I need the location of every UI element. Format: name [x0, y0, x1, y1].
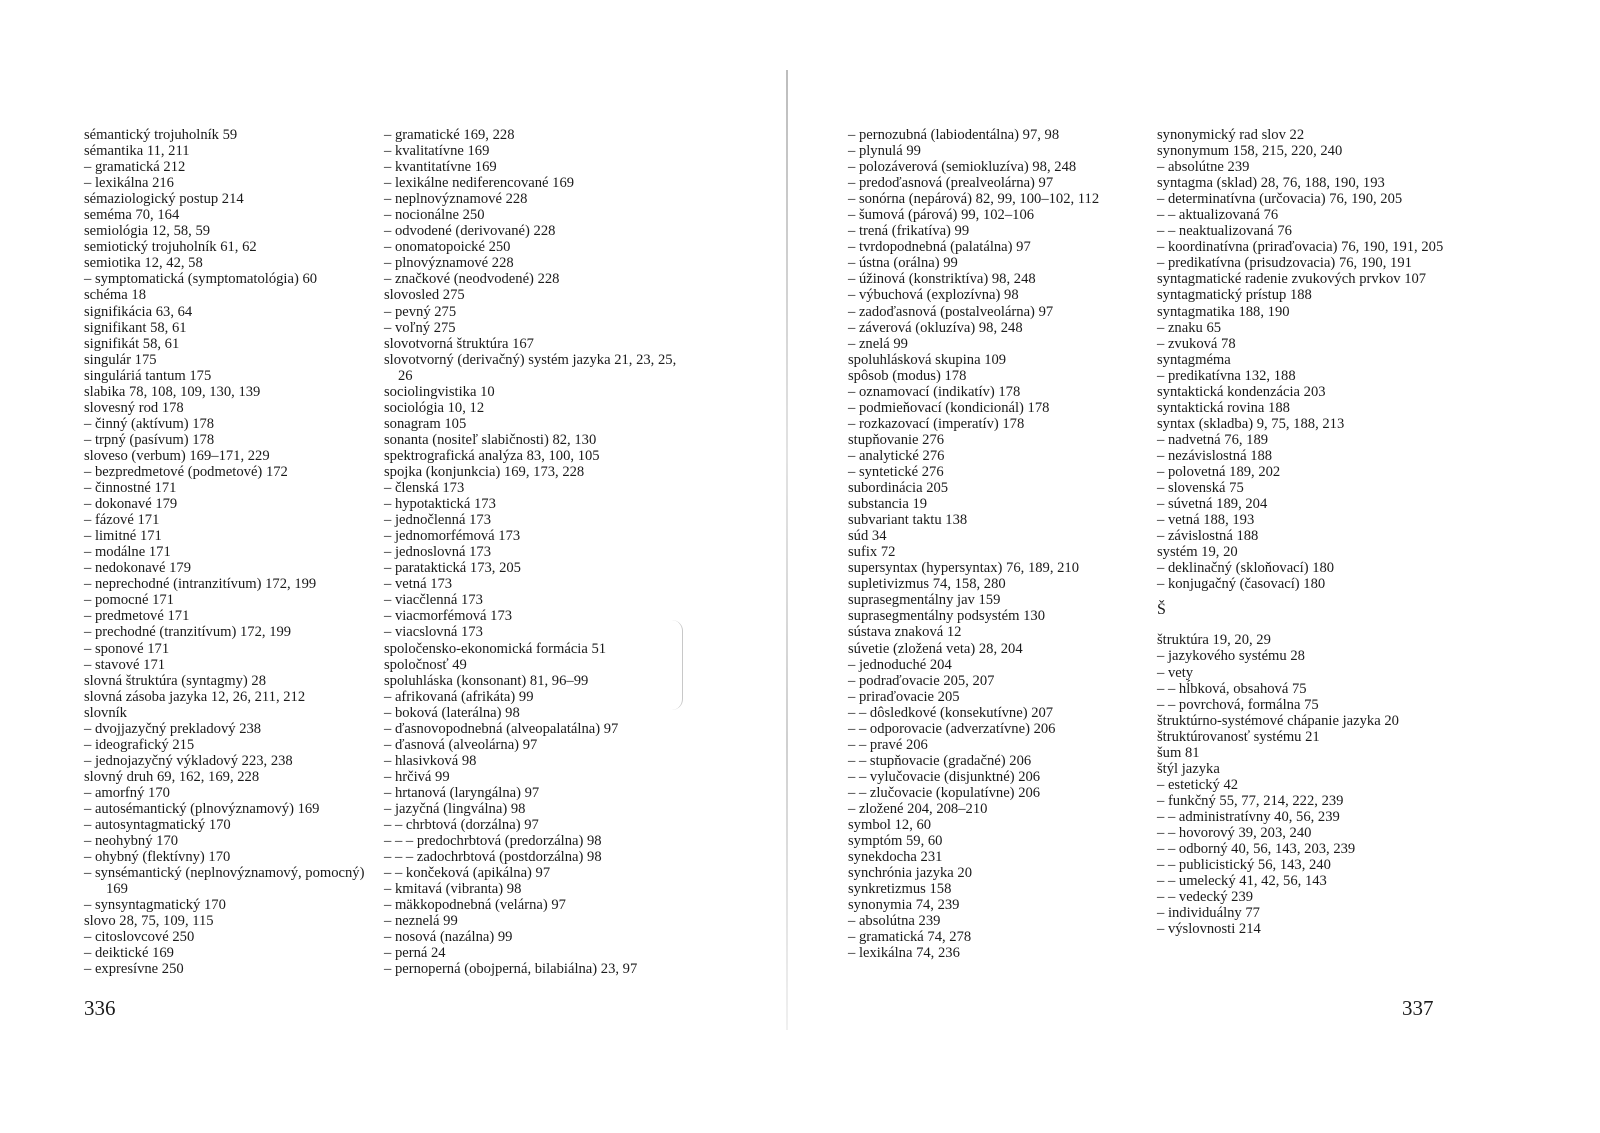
- index-entry: slovotvorná štruktúra 167: [384, 335, 534, 352]
- index-entry: synonymum 158, 215, 220, 240: [1157, 143, 1343, 160]
- index-entry: singuláriá tantum 175: [84, 367, 212, 384]
- index-column-4: [1157, 127, 1457, 937]
- index-entry: synonymický rad slov 22: [1157, 127, 1305, 143]
- index-entry: – gramatická 74, 278: [848, 929, 972, 946]
- index-entry: semiotika 12, 42, 58: [84, 255, 203, 272]
- index-entry: – – odporovacie (adverzatívne) 206: [848, 720, 1056, 737]
- index-entry: – činný (aktívum) 178: [84, 415, 215, 432]
- index-entry: – dvojjazyčný prekladový 238: [84, 720, 262, 737]
- index-entry: sloveso (verbum) 169–171, 229: [84, 447, 270, 464]
- index-entry: – synsyntagmatický 170: [84, 897, 226, 914]
- index-entry: – pomocné 171: [84, 592, 174, 609]
- index-entry: symbol 12, 60: [848, 817, 932, 834]
- index-entry: – výslovnosti 214: [1157, 921, 1261, 938]
- index-entry: – perná 24: [384, 945, 446, 962]
- index-entry: – výbuchová (explozívna) 98: [848, 287, 1019, 304]
- index-entry: stupňovanie 276: [848, 431, 945, 448]
- index-entry: – gramatické 169, 228: [384, 127, 515, 143]
- index-entry: slovník: [84, 704, 127, 721]
- index-entry: subordinácia 205: [848, 480, 949, 497]
- index-entry: – – dôsledkové (konsekutívne) 207: [848, 704, 1054, 721]
- index-entry: – priraďovacie 205: [848, 688, 960, 705]
- index-entry: – – vylučovacie (disjunktné) 206: [848, 768, 1041, 785]
- left-page: [0, 0, 790, 1133]
- index-column-3: [848, 127, 1148, 961]
- index-entry: – vety: [1157, 664, 1194, 681]
- index-entry: – nedokonavé 179: [84, 560, 191, 577]
- index-entry: – absolútne 239: [1157, 159, 1250, 176]
- index-entry: – ideografický 215: [84, 736, 195, 753]
- index-entry: – amorfný 170: [84, 784, 170, 801]
- index-entry: – – stupňovacie (gradačné) 206: [848, 752, 1032, 769]
- index-entry: – znelá 99: [848, 335, 908, 352]
- index-entry: – hrtanová (laryngálna) 97: [384, 784, 540, 801]
- page-smudge-mark: [672, 620, 683, 710]
- index-entry: syntax (skladba) 9, 75, 188, 213: [1157, 415, 1345, 432]
- index-entry: – symptomatická (symptomatológia) 60: [84, 271, 318, 288]
- index-entry: symptóm 59, 60: [848, 833, 943, 850]
- index-entry: signifikácia 63, 64: [84, 303, 193, 320]
- index-entry: sonanta (nositeľ slabičnosti) 82, 130: [384, 431, 597, 448]
- index-entry: – jednoduché 204: [848, 656, 952, 673]
- index-entry: – estetický 42: [1157, 776, 1239, 793]
- index-entry: – značkové (neodvodené) 228: [384, 271, 560, 288]
- index-entry: – lexikálna 74, 236: [848, 945, 960, 962]
- index-entry: – absolútna 239: [848, 913, 941, 930]
- index-entry: – syntetické 276: [848, 463, 944, 480]
- index-entry: – slovenská 75: [1157, 480, 1244, 497]
- index-entry: – modálne 171: [84, 544, 171, 561]
- index-entry: sústava znaková 12: [848, 624, 962, 641]
- index-entry: – – – zadochrbtová (postdorzálna) 98: [384, 849, 602, 866]
- index-entry: – podmieňovací (kondicionál) 178: [848, 399, 1050, 416]
- index-entry: – gramatická 212: [84, 159, 186, 176]
- index-entry: synchrónia jazyka 20: [848, 865, 973, 882]
- index-entry: – viacmorfémová 173: [384, 608, 513, 625]
- index-entry: – vetná 173: [384, 576, 453, 593]
- index-entry: – nocionálne 250: [384, 207, 485, 224]
- index-entry: štruktúrovanosť systému 21: [1157, 728, 1320, 745]
- index-entry: slovotvorný (derivačný) systém jazyka 21, 23, 25, 26: [384, 351, 677, 384]
- index-entry: – funkčný 55, 77, 214, 222, 239: [1157, 792, 1344, 809]
- index-entry: – kmitavá (vibranta) 98: [384, 881, 522, 898]
- index-entry: syntagma (sklad) 28, 76, 188, 190, 193: [1157, 175, 1385, 192]
- index-entry: – afrikovaná (afrikáta) 99: [384, 688, 534, 705]
- index-entry: – lexikálna 216: [84, 175, 174, 192]
- index-entry: syntaktická rovina 188: [1157, 399, 1290, 416]
- index-entry: – neohybný 170: [84, 833, 179, 850]
- index-entry: súd 34: [848, 528, 887, 545]
- index-entry: – lexikálne nediferencované 169: [384, 175, 575, 192]
- index-column-2: [384, 127, 690, 977]
- index-entry: seméma 70, 164: [84, 207, 180, 224]
- index-entry: – predoďasnová (prealveolárna) 97: [848, 175, 1054, 192]
- index-entry: synonymia 74, 239: [848, 897, 960, 914]
- index-entry: – viacslovná 173: [384, 624, 483, 641]
- index-entry: – deklinačný (skloňovací) 180: [1157, 560, 1335, 577]
- index-entry: sémaziologický postup 214: [84, 191, 244, 208]
- index-entry: – deiktické 169: [84, 945, 174, 962]
- index-entry: – fázové 171: [84, 512, 160, 529]
- index-entry: – – zlučovacie (kopulatívne) 206: [848, 784, 1041, 801]
- index-entry: spoločensko-ekonomická formácia 51: [384, 640, 607, 657]
- index-entry: – záverová (okluzíva) 98, 248: [848, 319, 1023, 336]
- page-number-right: 337: [1402, 996, 1434, 1020]
- index-entry: – – povrchová, formálna 75: [1157, 696, 1319, 713]
- index-entry: sonagram 105: [384, 415, 467, 432]
- index-entry: – koordinatívna (priraďovacia) 76, 190, 191, 205: [1157, 239, 1444, 256]
- index-entry: – jednoslovná 173: [384, 544, 492, 561]
- index-entry: signifikát 58, 61: [84, 335, 180, 352]
- index-entry: – sponové 171: [84, 640, 170, 657]
- index-entry: – analytické 276: [848, 447, 945, 464]
- index-entry: – hlasivková 98: [384, 752, 477, 769]
- index-entry: – ďasnová (alveolárna) 97: [384, 736, 538, 753]
- index-entry: slovná štruktúra (syntagmy) 28: [84, 672, 266, 689]
- index-entry: – podraďovacie 205, 207: [848, 672, 995, 689]
- index-entry: – konjugačný (časovací) 180: [1157, 576, 1326, 593]
- index-entry: – – odborný 40, 56, 143, 203, 239: [1157, 841, 1356, 858]
- index-entry: slovný druh 69, 162, 169, 228: [84, 768, 260, 785]
- index-entry: – ďasnovopodnebná (alveopalatálna) 97: [384, 720, 619, 737]
- index-entry: – – – predochrbtová (predorzálna) 98: [384, 833, 602, 850]
- index-entry: – ústna (orálna) 99: [848, 255, 958, 272]
- index-entry: – autosémantický (plnovýznamový) 169: [84, 800, 320, 817]
- index-entry: syntagmatika 188, 190: [1157, 303, 1290, 320]
- index-entry: sémantický trojuholník 59: [84, 127, 238, 143]
- index-entry: synkretizmus 158: [848, 881, 952, 898]
- index-entry: – pevný 275: [384, 303, 457, 320]
- index-entry: syntaktická kondenzácia 203: [1157, 383, 1326, 400]
- index-entry: suprasegmentálny jav 159: [848, 592, 1001, 609]
- index-entry: – sonórna (nepárová) 82, 99, 100–102, 112: [848, 191, 1100, 208]
- index-entry: – trpný (pasívum) 178: [84, 431, 215, 448]
- index-entry: – zložené 204, 208–210: [848, 800, 988, 817]
- index-entry: – jazyčná (lingválna) 98: [384, 800, 526, 817]
- index-entry: – – vedecký 239: [1157, 889, 1254, 906]
- index-entry: – bezpredmetové (podmetové) 172: [84, 463, 288, 480]
- index-entry: slovesný rod 178: [84, 399, 184, 416]
- index-entry: – členská 173: [384, 480, 465, 497]
- index-entry: – neprechodné (intranzitívum) 172, 199: [84, 576, 317, 593]
- index-entry: – mäkkopodnebná (velárna) 97: [384, 897, 566, 914]
- index-entry: syntagmatický prístup 188: [1157, 287, 1312, 304]
- index-entry: – trená (frikatíva) 99: [848, 223, 970, 240]
- index-entry: – jednojazyčný výkladový 223, 238: [84, 752, 293, 769]
- index-entry: spoluhláska (konsonant) 81, 96–99: [384, 672, 589, 689]
- index-entry: – polozáverová (semiokluzíva) 98, 248: [848, 159, 1077, 176]
- index-entry: – – aktualizovaná 76: [1157, 207, 1279, 224]
- index-entry: signifikant 58, 61: [84, 319, 187, 336]
- index-entry: – zadoďasnová (postalveolárna) 97: [848, 303, 1054, 320]
- index-entry: – tvrdopodnebná (palatálna) 97: [848, 239, 1031, 256]
- index-entry: súvetie (zložená veta) 28, 204: [848, 640, 1023, 657]
- index-entry: – – hovorový 39, 203, 240: [1157, 824, 1312, 841]
- index-entry: štruktúra 19, 20, 29: [1157, 632, 1271, 649]
- index-entry: – pernozubná (labiodentálna) 97, 98: [848, 127, 1060, 143]
- index-entry: – – administratívny 40, 56, 239: [1157, 808, 1340, 825]
- index-entry: spojka (konjunkcia) 169, 173, 228: [384, 463, 585, 480]
- index-entry: semiotický trojuholník 61, 62: [84, 239, 257, 256]
- index-entry: – individuálny 77: [1157, 905, 1260, 922]
- index-entry: – kvalitatívne 169: [384, 143, 490, 160]
- index-entry: supersyntax (hypersyntax) 76, 189, 210: [848, 560, 1080, 577]
- index-entry: – nadvetná 76, 189: [1157, 431, 1269, 448]
- index-entry: syntagmatické radenie zvukových prvkov 107: [1157, 271, 1427, 288]
- index-entry: – ohybný (flektívny) 170: [84, 849, 231, 866]
- index-entry: systém 19, 20: [1157, 544, 1238, 561]
- index-entry: sociolingvistika 10: [384, 383, 495, 400]
- index-entry: slovná zásoba jazyka 12, 26, 211, 212: [84, 688, 306, 705]
- index-entry: spôsob (modus) 178: [848, 367, 967, 384]
- index-entry: – činnostné 171: [84, 480, 177, 497]
- index-entry: – plynulá 99: [848, 143, 921, 160]
- index-entry: semiológia 12, 58, 59: [84, 223, 211, 240]
- index-entry: – – chrbtová (dorzálna) 97: [384, 817, 539, 834]
- index-entry: suprasegmentálny podsystém 130: [848, 608, 1045, 625]
- index-entry: – jazykového systému 28: [1157, 648, 1305, 665]
- index-entry: syntagméma: [1157, 351, 1231, 368]
- index-entry: supletivizmus 74, 158, 280: [848, 576, 1006, 593]
- index-entry: – determinatívna (určovacia) 76, 190, 205: [1157, 191, 1403, 208]
- index-entry: – expresívne 250: [84, 961, 184, 978]
- index-entry: – nosová (nazálna) 99: [384, 929, 513, 946]
- index-entry: – hypotaktická 173: [384, 496, 496, 513]
- index-entry: – nezávislostná 188: [1157, 447, 1273, 464]
- index-entry: – jednočlenná 173: [384, 512, 491, 529]
- right-page: [790, 0, 1600, 1133]
- index-entry: – neznelá 99: [384, 913, 458, 930]
- index-entry: – predikatívna 132, 188: [1157, 367, 1296, 384]
- index-entry: – dokonavé 179: [84, 496, 178, 513]
- index-entry: substancia 19: [848, 496, 928, 513]
- index-entry: – úžinová (konstriktíva) 98, 248: [848, 271, 1036, 288]
- index-entry: singulár 175: [84, 351, 157, 368]
- index-entry: sufix 72: [848, 544, 896, 561]
- index-column-1: [84, 127, 374, 977]
- index-entry: štruktúrno-systémové chápanie jazyka 20: [1157, 712, 1399, 729]
- index-entry: – súvetná 189, 204: [1157, 496, 1268, 513]
- index-entry: – – umelecký 41, 42, 56, 143: [1157, 873, 1327, 890]
- index-entry: spoločnosť 49: [384, 656, 467, 673]
- index-entry: – plnovýznamové 228: [384, 255, 514, 272]
- book-spine-divider: [786, 70, 788, 1030]
- index-entry: – viacčlenná 173: [384, 592, 483, 609]
- index-entry: – predikatívna (prisudzovacia) 76, 190, 191: [1157, 255, 1412, 272]
- index-entry: štýl jazyka: [1157, 760, 1220, 777]
- index-entry: sémantika 11, 211: [84, 143, 190, 160]
- index-entry: – – hĺbková, obsahová 75: [1157, 680, 1307, 697]
- index-entry: – hrčivá 99: [384, 768, 450, 785]
- index-entry: – – neaktualizovaná 76: [1157, 223, 1292, 240]
- index-entry: slovosled 275: [384, 287, 465, 304]
- index-entry: – onomatopoické 250: [384, 239, 511, 256]
- index-entry: – prechodné (tranzitívum) 172, 199: [84, 624, 292, 641]
- index-entry: – – končeková (apikálna) 97: [384, 865, 551, 882]
- index-entry: – neplnovýznamové 228: [384, 191, 528, 208]
- section-letter-heading: Š: [1157, 601, 1166, 619]
- index-entry: subvariant taktu 138: [848, 512, 968, 529]
- page-number-left: 336: [84, 996, 116, 1020]
- index-entry: – kvantitatívne 169: [384, 159, 497, 176]
- index-entry: – – pravé 206: [848, 736, 928, 753]
- index-entry: – odvodené (derivované) 228: [384, 223, 556, 240]
- index-entry: – jednomorfémová 173: [384, 528, 521, 545]
- index-entry: šum 81: [1157, 744, 1200, 761]
- index-entry: – znaku 65: [1157, 319, 1222, 336]
- index-entry: sociológia 10, 12: [384, 399, 485, 416]
- index-entry: – stavové 171: [84, 656, 166, 673]
- index-entry: slovo 28, 75, 109, 115: [84, 913, 214, 930]
- index-entry: – šumová (párová) 99, 102–106: [848, 207, 1035, 224]
- index-entry: – synsémantický (neplnovýznamový, pomocný) 169: [84, 865, 365, 898]
- index-entry: – zvuková 78: [1157, 335, 1236, 352]
- index-entry: – – publicistický 56, 143, 240: [1157, 857, 1331, 874]
- index-entry: synekdocha 231: [848, 849, 943, 866]
- index-entry: – vetná 188, 193: [1157, 512, 1255, 529]
- index-entry: schéma 18: [84, 287, 147, 304]
- index-entry: spoluhlásková skupina 109: [848, 351, 1007, 368]
- index-entry: – závislostná 188: [1157, 528, 1259, 545]
- index-entry: – autosyntagmatický 170: [84, 817, 231, 834]
- index-entry: spektrografická analýza 83, 100, 105: [384, 447, 600, 464]
- index-entry: – parataktická 173, 205: [384, 560, 521, 577]
- index-entry: – predmetové 171: [84, 608, 190, 625]
- index-entry: – pernoperná (obojperná, bilabiálna) 23, 97: [384, 961, 638, 978]
- index-entry: – voľný 275: [384, 319, 456, 336]
- index-entry: – oznamovací (indikatív) 178: [848, 383, 1021, 400]
- index-entry: – boková (laterálna) 98: [384, 704, 520, 721]
- index-entry: – polovetná 189, 202: [1157, 463, 1281, 480]
- index-entry: – limitné 171: [84, 528, 162, 545]
- index-entry: – rozkazovací (imperatív) 178: [848, 415, 1025, 432]
- index-entry: slabika 78, 108, 109, 130, 139: [84, 383, 261, 400]
- index-entry: – citoslovcové 250: [84, 929, 195, 946]
